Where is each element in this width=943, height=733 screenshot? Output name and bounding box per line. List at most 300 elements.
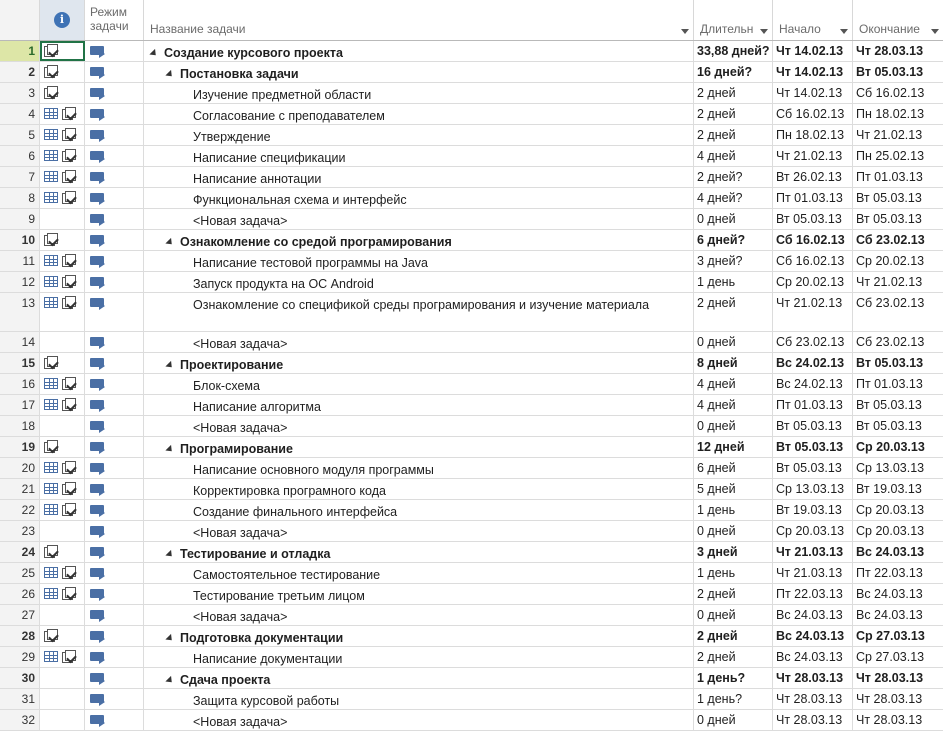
finish-cell[interactable]: Чт 28.03.13	[856, 692, 923, 706]
duration-cell[interactable]: 6 дней?	[694, 230, 773, 250]
duration-cell[interactable]: 0 дней	[694, 521, 773, 541]
collapse-triangle-icon[interactable]	[165, 634, 174, 643]
table-row[interactable]	[0, 647, 943, 668]
task-name-column-header[interactable]	[144, 0, 694, 40]
chevron-down-icon[interactable]	[681, 29, 689, 34]
finish-cell[interactable]: Ср 20.03.13	[856, 524, 925, 538]
task-name-cell[interactable]	[144, 710, 694, 730]
indicators-cell[interactable]	[40, 332, 85, 352]
duration-cell[interactable]: 16 дней?	[694, 62, 773, 82]
select-all-corner[interactable]	[0, 0, 40, 40]
indicators-cell[interactable]	[40, 374, 85, 394]
finish-cell[interactable]: Пн 18.02.13	[856, 107, 925, 121]
row-number[interactable]: 26	[0, 584, 40, 604]
task-mode-column-header[interactable]	[85, 0, 144, 40]
finish-cell[interactable]: Ср 27.03.13	[856, 629, 925, 643]
indicators-cell[interactable]	[40, 251, 85, 271]
indicators-cell[interactable]	[40, 542, 85, 562]
indicators-cell[interactable]	[40, 104, 85, 124]
duration-cell[interactable]: 4 дней	[694, 374, 773, 394]
calendar-table-icon[interactable]	[44, 462, 58, 473]
task-name-cell[interactable]	[144, 395, 694, 415]
table-row[interactable]	[0, 125, 943, 146]
task-name-cell[interactable]	[144, 521, 694, 541]
finish-cell[interactable]: Вт 05.03.13	[856, 419, 922, 433]
duration-cell[interactable]: 1 день?	[694, 668, 773, 688]
table-row[interactable]	[0, 374, 943, 395]
finish-cell[interactable]: Ср 27.03.13	[856, 650, 925, 664]
indicators-cell[interactable]	[40, 293, 85, 331]
start-cell[interactable]: Чт 28.03.13	[773, 689, 853, 709]
row-number[interactable]: 27	[0, 605, 40, 625]
row-number[interactable]: 25	[0, 563, 40, 583]
start-cell[interactable]: Чт 28.03.13	[773, 668, 853, 688]
task-mode-cell[interactable]	[85, 710, 144, 730]
task-mode-cell[interactable]	[85, 626, 144, 646]
finish-cell[interactable]: Вт 05.03.13	[856, 356, 924, 370]
start-cell[interactable]: Вт 05.03.13	[773, 209, 853, 229]
task-name-cell[interactable]	[144, 230, 694, 250]
table-row[interactable]	[0, 104, 943, 125]
row-number[interactable]: 21	[0, 479, 40, 499]
task-mode-cell[interactable]	[85, 668, 144, 688]
duration-cell[interactable]: 3 дней	[694, 542, 773, 562]
table-row[interactable]	[0, 395, 943, 416]
start-cell[interactable]: Вс 24.03.13	[773, 605, 853, 625]
row-number[interactable]: 16	[0, 374, 40, 394]
calendar-table-icon[interactable]	[44, 378, 58, 389]
row-number[interactable]: 6	[0, 146, 40, 166]
task-name-cell[interactable]	[144, 626, 694, 646]
checked-notes-icon[interactable]	[62, 191, 77, 205]
start-cell[interactable]: Вт 05.03.13	[773, 416, 853, 436]
finish-cell[interactable]: Чт 28.03.13	[856, 671, 924, 685]
task-name-cell[interactable]	[144, 209, 694, 229]
task-mode-cell[interactable]	[85, 584, 144, 604]
table-row[interactable]	[0, 230, 943, 251]
finish-cell[interactable]: Вс 24.03.13	[856, 545, 925, 559]
indicators-cell[interactable]	[40, 188, 85, 208]
table-row[interactable]	[0, 62, 943, 83]
indicators-cell[interactable]	[40, 479, 85, 499]
start-cell[interactable]: Пт 01.03.13	[773, 395, 853, 415]
duration-cell[interactable]: 8 дней	[694, 353, 773, 373]
start-cell[interactable]: Пт 01.03.13	[773, 188, 853, 208]
task-name-cell[interactable]	[144, 251, 694, 271]
task-mode-cell[interactable]	[85, 374, 144, 394]
indicators-cell[interactable]	[40, 230, 85, 250]
start-cell[interactable]: Чт 21.02.13	[773, 146, 853, 166]
duration-cell[interactable]: 0 дней	[694, 209, 773, 229]
task-name-cell[interactable]	[144, 353, 694, 373]
task-name-cell[interactable]	[144, 689, 694, 709]
checked-notes-icon[interactable]	[62, 398, 77, 412]
finish-cell[interactable]: Сб 23.02.13	[856, 296, 925, 310]
checked-notes-icon[interactable]	[44, 233, 59, 247]
checked-notes-icon[interactable]	[62, 254, 77, 268]
table-row[interactable]	[0, 521, 943, 542]
table-row[interactable]	[0, 626, 943, 647]
finish-cell[interactable]: Вт 05.03.13	[856, 398, 922, 412]
indicators-cell[interactable]	[40, 584, 85, 604]
finish-cell[interactable]: Чт 28.03.13	[856, 713, 923, 727]
task-mode-cell[interactable]	[85, 167, 144, 187]
table-row[interactable]	[0, 668, 943, 689]
start-column-header[interactable]	[773, 0, 853, 40]
start-cell[interactable]: Чт 14.02.13	[773, 62, 853, 82]
checked-notes-icon[interactable]	[44, 44, 59, 58]
row-number[interactable]: 28	[0, 626, 40, 646]
task-mode-cell[interactable]	[85, 251, 144, 271]
indicators-cell[interactable]	[40, 416, 85, 436]
calendar-table-icon[interactable]	[44, 192, 58, 203]
table-row[interactable]	[0, 272, 943, 293]
row-number[interactable]: 32	[0, 710, 40, 730]
indicators-cell[interactable]	[40, 41, 85, 61]
table-row[interactable]	[0, 605, 943, 626]
finish-cell[interactable]: Вт 05.03.13	[856, 65, 924, 79]
indicators-cell[interactable]	[40, 395, 85, 415]
finish-cell[interactable]: Вс 24.03.13	[856, 587, 923, 601]
task-mode-cell[interactable]	[85, 62, 144, 82]
task-name-cell[interactable]	[144, 647, 694, 667]
task-name-cell[interactable]	[144, 563, 694, 583]
start-cell[interactable]: Пн 18.02.13	[773, 125, 853, 145]
checked-notes-icon[interactable]	[62, 461, 77, 475]
finish-cell[interactable]: Чт 21.02.13	[856, 128, 923, 142]
start-cell[interactable]: Пт 22.03.13	[773, 584, 853, 604]
task-mode-cell[interactable]	[85, 41, 144, 61]
task-mode-cell[interactable]	[85, 605, 144, 625]
chevron-down-icon[interactable]	[840, 29, 848, 34]
table-row[interactable]	[0, 209, 943, 230]
row-number[interactable]: 30	[0, 668, 40, 688]
row-number[interactable]: 22	[0, 500, 40, 520]
duration-cell[interactable]: 0 дней	[694, 605, 773, 625]
indicators-cell[interactable]	[40, 563, 85, 583]
start-cell[interactable]: Ср 13.03.13	[773, 479, 853, 499]
checked-notes-icon[interactable]	[44, 86, 59, 100]
checked-notes-icon[interactable]	[62, 128, 77, 142]
table-row[interactable]	[0, 479, 943, 500]
collapse-triangle-icon[interactable]	[165, 445, 174, 454]
task-name-cell[interactable]	[144, 41, 694, 61]
calendar-table-icon[interactable]	[44, 567, 58, 578]
duration-cell[interactable]: 2 дней	[694, 626, 773, 646]
duration-cell[interactable]: 2 дней	[694, 83, 773, 103]
task-name-cell[interactable]	[144, 458, 694, 478]
duration-cell[interactable]: 5 дней	[694, 479, 773, 499]
calendar-table-icon[interactable]	[44, 276, 58, 287]
indicators-cell[interactable]	[40, 626, 85, 646]
checked-notes-icon[interactable]	[62, 566, 77, 580]
table-row[interactable]	[0, 83, 943, 104]
start-cell[interactable]: Чт 21.03.13	[773, 542, 853, 562]
collapse-triangle-icon[interactable]	[149, 49, 158, 58]
task-name-cell[interactable]	[144, 188, 694, 208]
collapse-triangle-icon[interactable]	[165, 238, 174, 247]
row-number[interactable]: 5	[0, 125, 40, 145]
task-mode-cell[interactable]	[85, 125, 144, 145]
task-mode-cell[interactable]	[85, 104, 144, 124]
duration-cell[interactable]: 2 дней	[694, 584, 773, 604]
duration-cell[interactable]: 4 дней?	[694, 188, 773, 208]
row-number[interactable]: 24	[0, 542, 40, 562]
table-row[interactable]	[0, 332, 943, 353]
duration-column-header[interactable]	[694, 0, 773, 40]
indicators-cell[interactable]	[40, 272, 85, 292]
table-row[interactable]	[0, 188, 943, 209]
finish-cell[interactable]: Сб 16.02.13	[856, 86, 925, 100]
row-number[interactable]: 10	[0, 230, 40, 250]
start-cell[interactable]: Вс 24.02.13	[773, 353, 853, 373]
indicators-cell[interactable]	[40, 500, 85, 520]
task-mode-cell[interactable]	[85, 188, 144, 208]
duration-cell[interactable]: 0 дней	[694, 710, 773, 730]
task-mode-cell[interactable]	[85, 563, 144, 583]
indicators-cell[interactable]	[40, 521, 85, 541]
finish-cell[interactable]: Чт 28.03.13	[856, 44, 924, 58]
task-mode-cell[interactable]	[85, 647, 144, 667]
task-name-cell[interactable]	[144, 272, 694, 292]
task-name-cell[interactable]	[144, 437, 694, 457]
finish-cell[interactable]: Вс 24.03.13	[856, 608, 923, 622]
task-name-cell[interactable]	[144, 416, 694, 436]
row-number[interactable]: 2	[0, 62, 40, 82]
finish-cell[interactable]: Ср 20.03.13	[856, 503, 925, 517]
checked-notes-icon[interactable]	[62, 170, 77, 184]
duration-cell[interactable]: 2 дней	[694, 104, 773, 124]
duration-cell[interactable]: 2 дней	[694, 293, 773, 331]
indicators-cell[interactable]	[40, 458, 85, 478]
start-cell[interactable]: Вс 24.02.13	[773, 374, 853, 394]
calendar-table-icon[interactable]	[44, 150, 58, 161]
duration-cell[interactable]: 4 дней	[694, 146, 773, 166]
table-row[interactable]	[0, 710, 943, 731]
row-number[interactable]: 17	[0, 395, 40, 415]
task-mode-cell[interactable]	[85, 458, 144, 478]
table-row[interactable]	[0, 584, 943, 605]
indicators-cell[interactable]	[40, 146, 85, 166]
task-mode-cell[interactable]	[85, 230, 144, 250]
start-cell[interactable]: Сб 16.02.13	[773, 104, 853, 124]
indicators-cell[interactable]	[40, 437, 85, 457]
finish-cell[interactable]: Пн 25.02.13	[856, 149, 925, 163]
row-number[interactable]: 1	[0, 41, 40, 61]
table-row[interactable]	[0, 251, 943, 272]
task-mode-cell[interactable]	[85, 332, 144, 352]
row-number[interactable]: 18	[0, 416, 40, 436]
task-name-cell[interactable]	[144, 83, 694, 103]
row-number[interactable]: 14	[0, 332, 40, 352]
start-cell[interactable]: Чт 21.02.13	[773, 293, 853, 331]
table-row[interactable]	[0, 41, 943, 62]
table-row[interactable]	[0, 416, 943, 437]
calendar-table-icon[interactable]	[44, 483, 58, 494]
row-number[interactable]: 9	[0, 209, 40, 229]
indicators-cell[interactable]	[40, 209, 85, 229]
calendar-table-icon[interactable]	[44, 399, 58, 410]
row-number[interactable]: 4	[0, 104, 40, 124]
checked-notes-icon[interactable]	[62, 503, 77, 517]
task-name-cell[interactable]	[144, 167, 694, 187]
checked-notes-icon[interactable]	[62, 587, 77, 601]
duration-cell[interactable]: 3 дней?	[694, 251, 773, 271]
row-number[interactable]: 12	[0, 272, 40, 292]
row-number[interactable]: 20	[0, 458, 40, 478]
indicators-cell[interactable]	[40, 668, 85, 688]
finish-cell[interactable]: Пт 22.03.13	[856, 566, 923, 580]
task-name-cell[interactable]	[144, 104, 694, 124]
row-number[interactable]: 3	[0, 83, 40, 103]
start-cell[interactable]: Вт 05.03.13	[773, 437, 853, 457]
row-number[interactable]: 19	[0, 437, 40, 457]
checked-notes-icon[interactable]	[62, 107, 77, 121]
task-name-cell[interactable]	[144, 605, 694, 625]
task-mode-cell[interactable]	[85, 689, 144, 709]
task-name-cell[interactable]	[144, 332, 694, 352]
task-name-cell[interactable]	[144, 584, 694, 604]
table-row[interactable]	[0, 542, 943, 563]
row-number[interactable]: 23	[0, 521, 40, 541]
task-mode-cell[interactable]	[85, 521, 144, 541]
finish-cell[interactable]: Пт 01.03.13	[856, 377, 923, 391]
finish-cell[interactable]: Пт 01.03.13	[856, 170, 923, 184]
finish-column-header[interactable]	[853, 0, 943, 40]
checked-notes-icon[interactable]	[62, 482, 77, 496]
task-name-cell[interactable]	[144, 62, 694, 82]
row-number[interactable]: 7	[0, 167, 40, 187]
start-cell[interactable]: Ср 20.03.13	[773, 521, 853, 541]
duration-cell[interactable]: 1 день?	[694, 689, 773, 709]
duration-cell[interactable]: 6 дней	[694, 458, 773, 478]
collapse-triangle-icon[interactable]	[165, 676, 174, 685]
task-mode-cell[interactable]	[85, 395, 144, 415]
table-row[interactable]	[0, 293, 943, 332]
task-name-cell[interactable]	[144, 500, 694, 520]
task-mode-cell[interactable]	[85, 209, 144, 229]
calendar-table-icon[interactable]	[44, 171, 58, 182]
duration-cell[interactable]: 12 дней	[694, 437, 773, 457]
finish-cell[interactable]: Вт 05.03.13	[856, 191, 922, 205]
indicators-cell[interactable]	[40, 167, 85, 187]
checked-notes-icon[interactable]	[44, 545, 59, 559]
duration-cell[interactable]: 0 дней	[694, 416, 773, 436]
indicators-column-header[interactable]	[40, 0, 85, 40]
duration-cell[interactable]: 2 дней	[694, 647, 773, 667]
checked-notes-icon[interactable]	[44, 440, 59, 454]
task-mode-cell[interactable]	[85, 500, 144, 520]
task-name-cell[interactable]	[144, 146, 694, 166]
finish-cell[interactable]: Ср 13.03.13	[856, 461, 925, 475]
checked-notes-icon[interactable]	[62, 275, 77, 289]
duration-cell[interactable]: 1 день	[694, 563, 773, 583]
duration-cell[interactable]: 1 день	[694, 272, 773, 292]
task-mode-cell[interactable]	[85, 293, 144, 331]
task-name-cell[interactable]	[144, 374, 694, 394]
task-mode-cell[interactable]	[85, 542, 144, 562]
table-row[interactable]	[0, 500, 943, 521]
indicators-cell[interactable]	[40, 353, 85, 373]
indicators-cell[interactable]	[40, 83, 85, 103]
finish-cell[interactable]: Чт 21.02.13	[856, 275, 923, 289]
checked-notes-icon[interactable]	[62, 149, 77, 163]
start-cell[interactable]: Вс 24.03.13	[773, 626, 853, 646]
checked-notes-icon[interactable]	[44, 65, 59, 79]
start-cell[interactable]: Сб 16.02.13	[773, 251, 853, 271]
finish-cell[interactable]: Ср 20.03.13	[856, 440, 925, 454]
start-cell[interactable]: Чт 14.02.13	[773, 41, 853, 61]
start-cell[interactable]: Вс 24.03.13	[773, 647, 853, 667]
duration-cell[interactable]: 33,88 дней?	[694, 41, 773, 61]
table-row[interactable]	[0, 146, 943, 167]
checked-notes-icon[interactable]	[62, 377, 77, 391]
task-name-cell[interactable]	[144, 668, 694, 688]
task-mode-cell[interactable]	[85, 272, 144, 292]
indicators-cell[interactable]	[40, 62, 85, 82]
duration-cell[interactable]: 4 дней	[694, 395, 773, 415]
row-number[interactable]: 31	[0, 689, 40, 709]
start-cell[interactable]: Чт 28.03.13	[773, 710, 853, 730]
indicators-cell[interactable]	[40, 125, 85, 145]
collapse-triangle-icon[interactable]	[165, 361, 174, 370]
chevron-down-icon[interactable]	[931, 29, 939, 34]
checked-notes-icon[interactable]	[62, 296, 77, 310]
row-number[interactable]: 8	[0, 188, 40, 208]
calendar-table-icon[interactable]	[44, 651, 58, 662]
calendar-table-icon[interactable]	[44, 588, 58, 599]
table-row[interactable]	[0, 689, 943, 710]
indicators-cell[interactable]	[40, 605, 85, 625]
task-mode-cell[interactable]	[85, 353, 144, 373]
finish-cell[interactable]: Сб 23.02.13	[856, 335, 925, 349]
calendar-table-icon[interactable]	[44, 504, 58, 515]
task-mode-cell[interactable]	[85, 83, 144, 103]
table-row[interactable]	[0, 458, 943, 479]
checked-notes-icon[interactable]	[62, 650, 77, 664]
table-row[interactable]	[0, 437, 943, 458]
indicators-cell[interactable]	[40, 689, 85, 709]
start-cell[interactable]: Сб 16.02.13	[773, 230, 853, 250]
calendar-table-icon[interactable]	[44, 108, 58, 119]
checked-notes-icon[interactable]	[44, 629, 59, 643]
task-mode-cell[interactable]	[85, 416, 144, 436]
duration-cell[interactable]: 0 дней	[694, 332, 773, 352]
table-row[interactable]	[0, 167, 943, 188]
indicators-cell[interactable]	[40, 647, 85, 667]
chevron-down-icon[interactable]	[760, 29, 768, 34]
task-name-cell[interactable]	[144, 479, 694, 499]
finish-cell[interactable]: Вт 05.03.13	[856, 212, 922, 226]
task-name-cell[interactable]	[144, 542, 694, 562]
table-row[interactable]	[0, 353, 943, 374]
finish-cell[interactable]: Вт 19.03.13	[856, 482, 922, 496]
start-cell[interactable]: Ср 20.02.13	[773, 272, 853, 292]
task-mode-cell[interactable]	[85, 479, 144, 499]
task-name-cell[interactable]	[144, 125, 694, 145]
task-name-cell[interactable]	[144, 293, 694, 331]
checked-notes-icon[interactable]	[44, 356, 59, 370]
start-cell[interactable]: Вт 26.02.13	[773, 167, 853, 187]
duration-cell[interactable]: 2 дней	[694, 125, 773, 145]
start-cell[interactable]: Вт 05.03.13	[773, 458, 853, 478]
table-row[interactable]	[0, 563, 943, 584]
finish-cell[interactable]: Ср 20.02.13	[856, 254, 925, 268]
calendar-table-icon[interactable]	[44, 255, 58, 266]
start-cell[interactable]: Вт 19.03.13	[773, 500, 853, 520]
duration-cell[interactable]: 2 дней?	[694, 167, 773, 187]
collapse-triangle-icon[interactable]	[165, 550, 174, 559]
